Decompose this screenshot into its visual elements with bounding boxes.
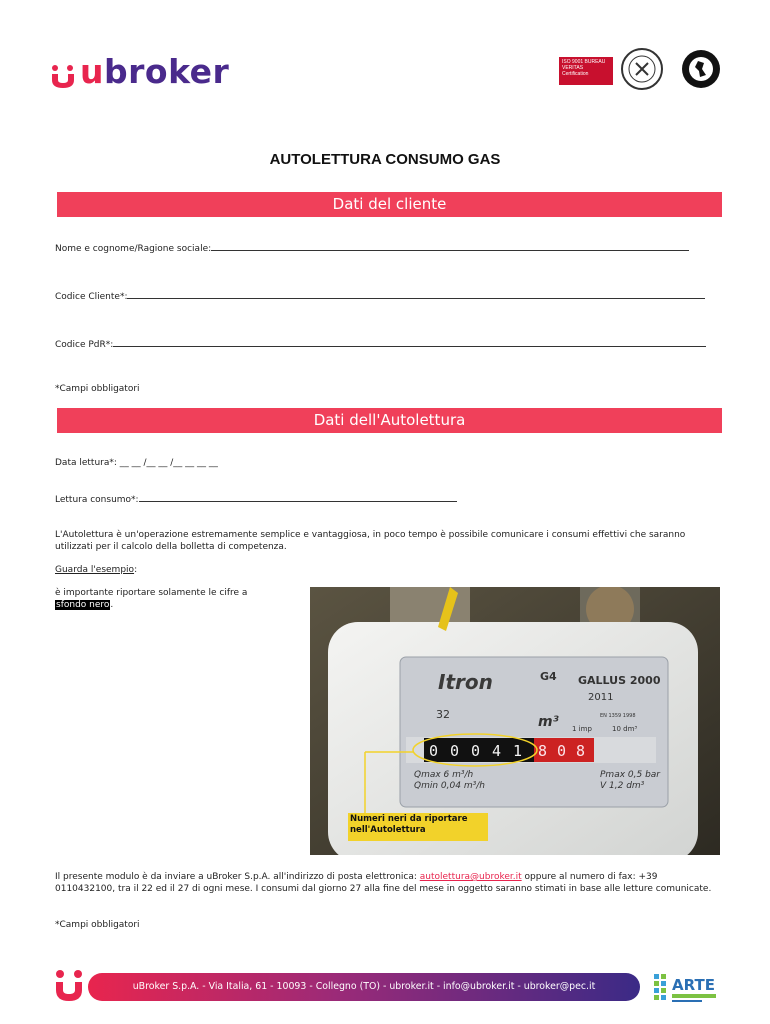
black-meter-digit: 1 [513,742,523,760]
meter-year: 2011 [588,692,614,703]
meter-v: V 1,2 dm³ [600,781,645,791]
client-code-input-line[interactable] [127,290,705,299]
meter-pmax: Pmax 0,5 bar [600,770,660,780]
red-digit-group [538,742,585,760]
red-meter-digit: 8 [576,742,586,760]
required-note: *Campi obbligatori [55,384,140,394]
black-meter-digit: 0 [471,742,481,760]
footer-contact-bar [88,973,640,1001]
gas-meter-example-photo [310,587,720,855]
callout-label: Numeri neri da riportare nell'Autolettura [350,814,468,835]
section-heading-client-data: Dati del cliente [57,192,722,217]
closing-paragraph: Il presente modulo è da inviare a uBroker S.p.A. all'indirizzo di posta elettronica: autolettura@ubroker.it oppure al numero di fax: +39 0110432100, tra il 22 ed il 27 di ogni mese. I consumi dal giorno 27 alla fine del mese in oggetto saranno stimati in base alle letture comunicate. [55,872,712,894]
document-title: AUTOLETTURA CONSUMO GAS [269,151,501,168]
pdr-code-label: Codice PdR*: [55,340,114,350]
logo-wordmark: ubroker [80,52,230,91]
example-link[interactable]: Guarda l'esempio [55,565,135,575]
consumption-reading-field[interactable] [55,493,457,505]
pdr-code-field[interactable] [55,338,706,350]
meter-en: EN 1359 1998 [600,713,636,719]
consumption-reading-label: Lettura consumo*: [55,495,139,505]
client-code-label: Codice Cliente*: [55,292,128,302]
required-note: *Campi obbligatori [55,920,140,930]
meter-qmin: Qmin 0,04 m³/h [414,781,485,791]
arte-logo-icon [652,970,720,1006]
name-field-label: Nome e cognome/Ragione sociale: [55,244,212,254]
section-heading-reading-data: Dati dell'Autolettura [57,408,722,433]
reading-date-mask[interactable]: __ __ /__ __ /__ __ __ __ [119,458,218,468]
email-link[interactable]: autolettura@ubroker.it [419,872,522,882]
gas-meter-illustration [310,587,720,855]
tip-paragraph: è importante riportare solamente le cifre a sfondo nero. [55,588,248,610]
black-meter-digit: 0 [429,742,439,760]
black-meter-digit: 0 [450,742,460,760]
intro-paragraph: L'Autolettura è un'operazione estremamente semplice e vantaggiosa, in poco tempo è possibile comunicare i consumi effettivi che saranno utilizzati per il calcolo della bolletta di competenza. [55,530,686,552]
pdr-code-input-line[interactable] [113,338,706,347]
meter-unit: m³ [538,714,559,730]
meter-imp: 1 imp [572,725,592,733]
bureau-veritas-seal-icon [620,45,664,93]
example-heading: Guarda l'esempio: [55,565,138,575]
black-background-highlight: sfondo nero [56,600,110,610]
ubroker-mark-icon [50,64,76,90]
name-input-line[interactable] [211,242,689,251]
meter-series: GALLUS 2000 [578,674,661,687]
meter-qmax: Qmax 6 m³/h [414,770,474,780]
meter-number: 32 [436,708,450,721]
red-meter-digit: 0 [557,742,567,760]
ubroker-footer-mark-icon [54,969,84,1003]
meter-dm: 10 dm³ [612,725,638,733]
svg-text:ARTE: ARTE [672,976,715,994]
reading-date-label: Data lettura*: [55,458,117,468]
consumption-input-line[interactable] [139,493,457,502]
footer-contact-text: uBroker S.p.A. - Via Italia, 61 - 10093 - Collegno (TO) - ubroker.it - info@ubroker.it - ubroker@pec.it [132,981,596,992]
red-meter-digit: 8 [538,742,548,760]
name-field[interactable] [55,242,689,254]
reading-date-field[interactable] [55,458,218,468]
client-code-field[interactable] [55,290,705,302]
meter-model: G4 [540,670,557,683]
meter-brand: Itron [438,670,493,694]
iso-certification-badge: ISO 9001 BUREAU VERITAS Certification [559,57,613,85]
accredia-seal-icon [680,45,722,93]
black-meter-digit: 4 [492,742,502,760]
